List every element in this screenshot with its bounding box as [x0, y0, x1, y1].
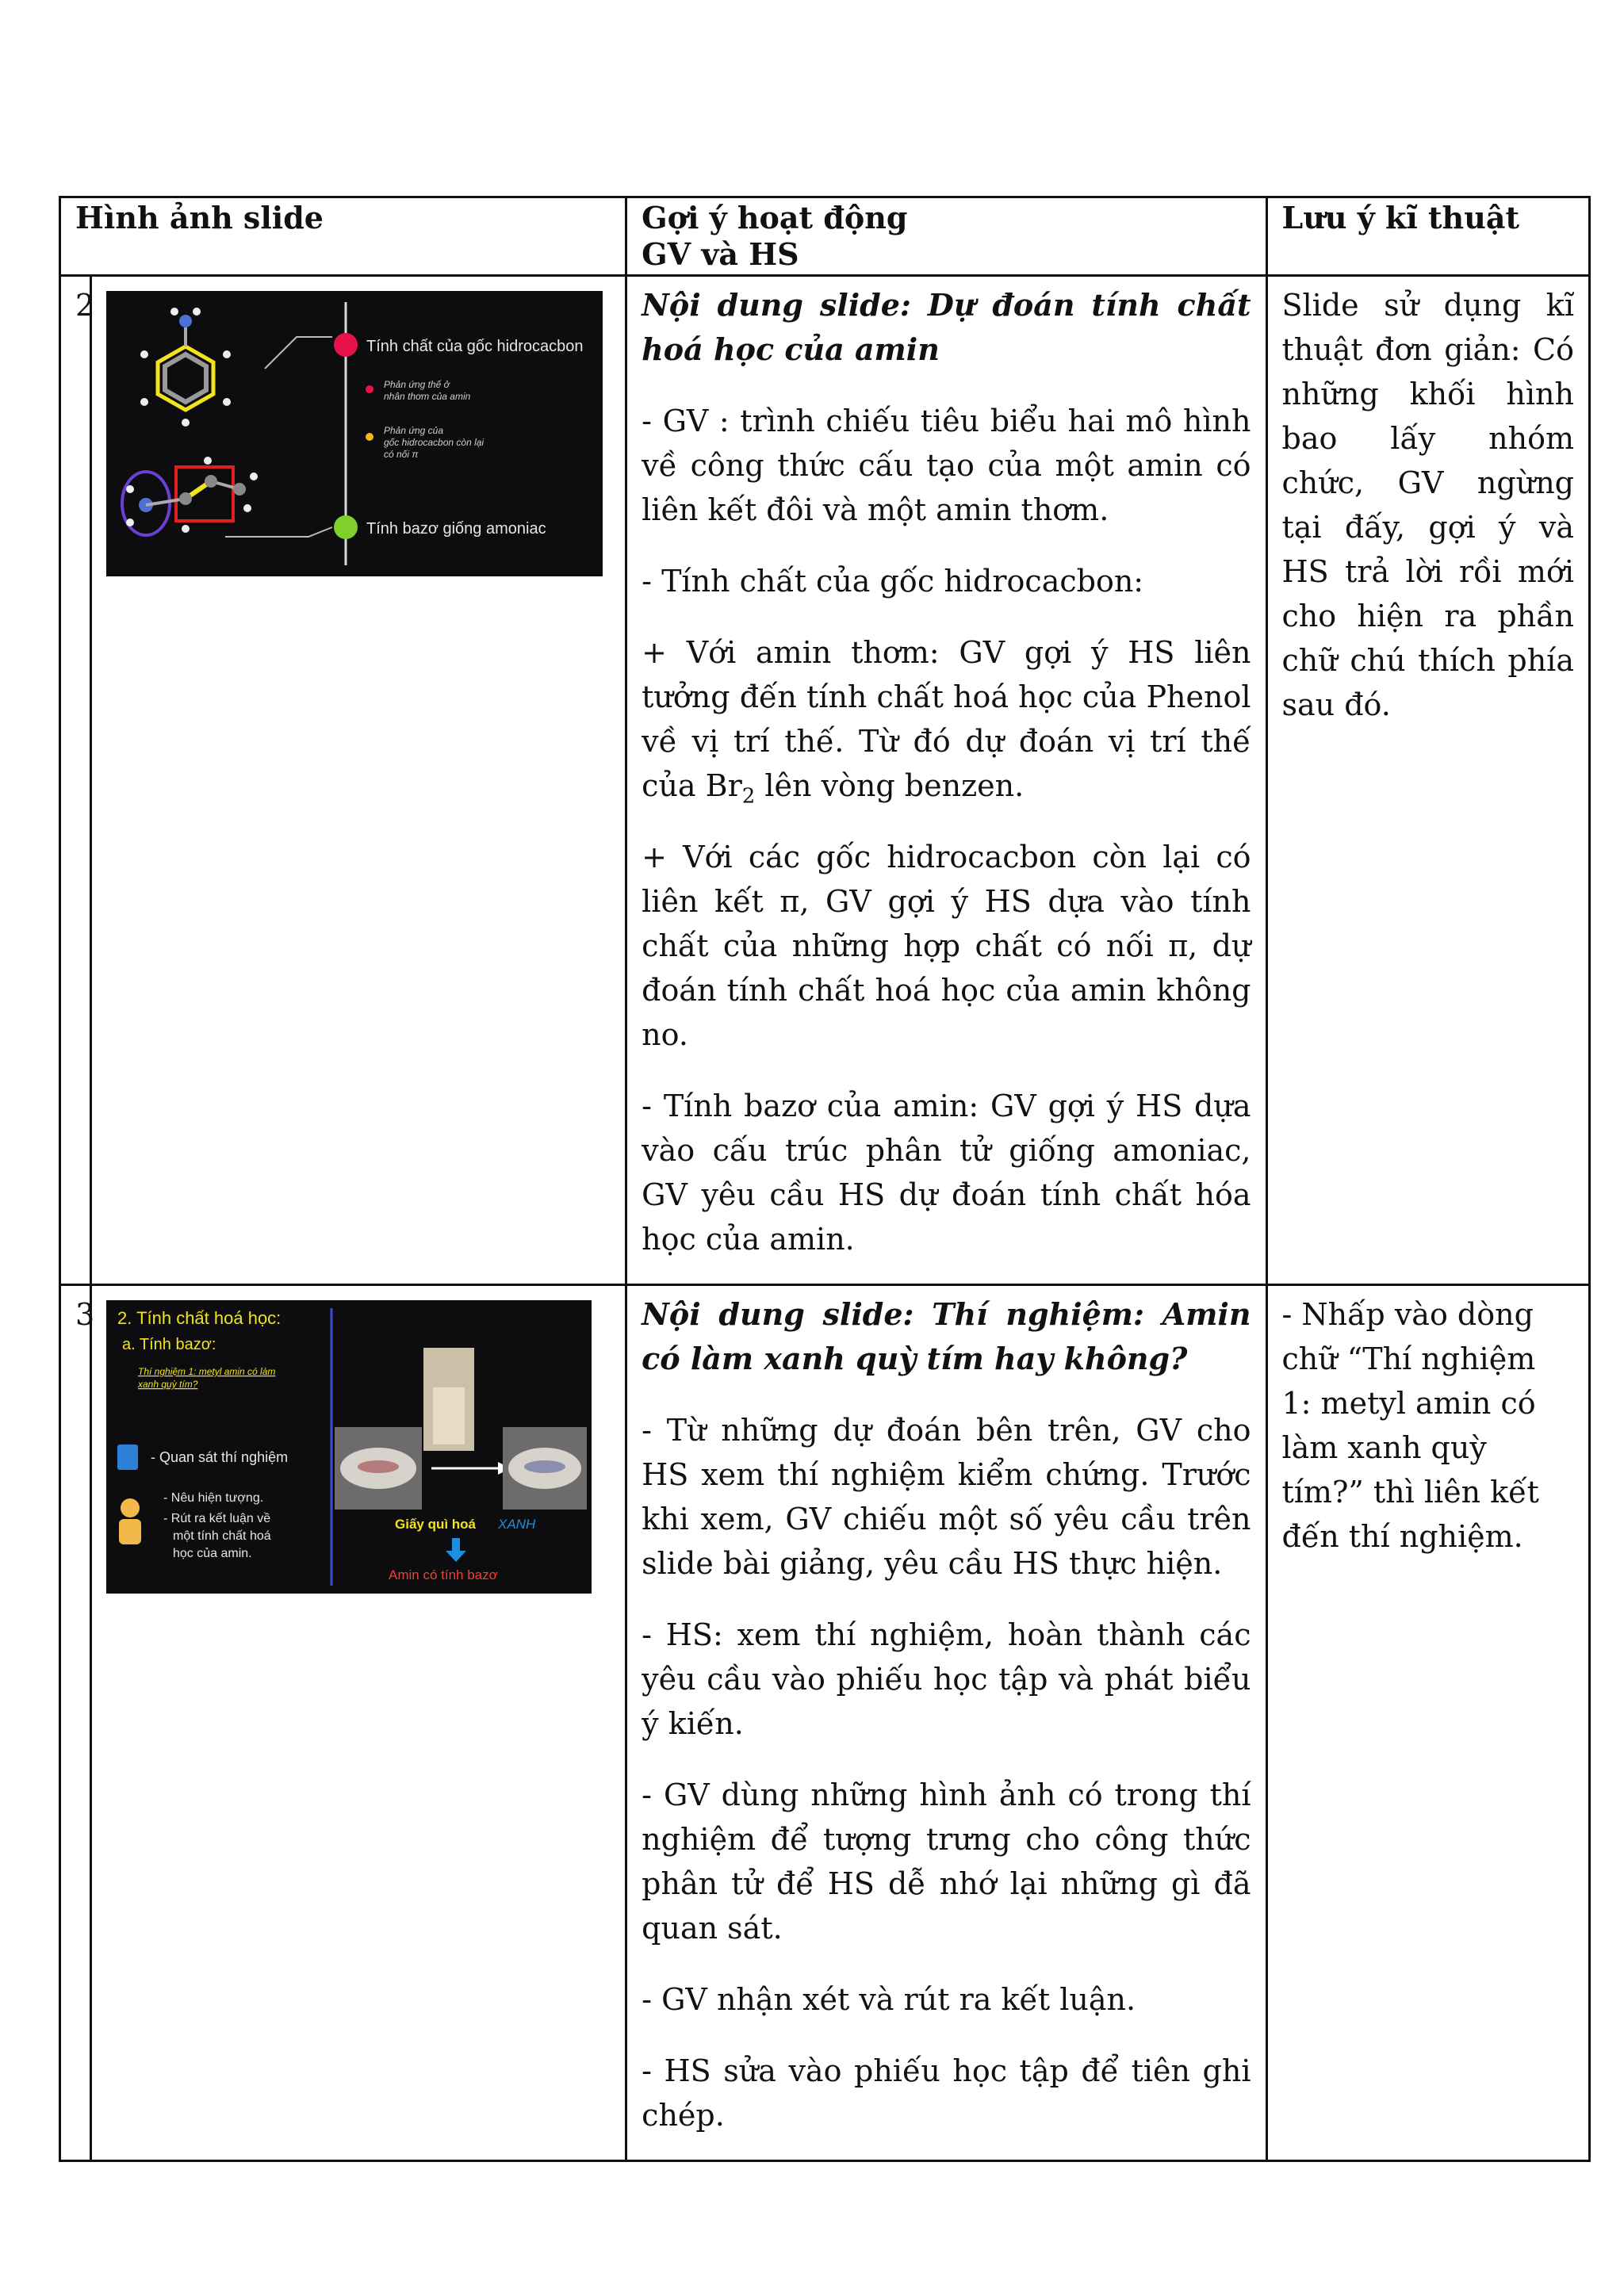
slide-observe: - Quan sát thí nghiệm: [151, 1449, 289, 1465]
activity-paragraph: - Tính chất của gốc hidrocacbon:: [642, 564, 1144, 599]
student-icon: [121, 1498, 140, 1517]
activity-paragraph: - Tính bazơ của amin: GV gợi ý HS dựa vào cấu trúc phân tử giống amoniac, GV yêu cầu HS dự đoán tính chất hóa học của amin.: [642, 1089, 1251, 1257]
hydrogen-atom: [243, 504, 251, 512]
student-icon-body: [119, 1519, 141, 1544]
hydrogen-atom: [223, 398, 231, 406]
slide-subheading: a. Tính bazơ:: [122, 1336, 216, 1353]
technique-note: Slide sử dụng kĩ thuật đơn giản: Có những khối hình bao lấy nhóm chức, GV ngừng tại đấy, gợi ý và HS trả lời rồi mới cho hiện ra phần chữ chú thích phía sau đó.: [1281, 288, 1574, 722]
litmus-paper-after: [524, 1460, 565, 1473]
timeline-marker-green: [334, 515, 358, 539]
slide-thumbnail: [106, 1300, 592, 1594]
hydrogen-atom: [193, 308, 201, 316]
paper-color: XANH: [498, 1517, 536, 1532]
activity-paragraph: - Từ những dự đoán bên trên, GV cho HS xem thí nghiệm kiểm chứng. Trước khi xem, GV chiếu một số yêu cầu trên slide bài giảng, yêu cầu HS thực hiện.: [642, 1413, 1251, 1581]
hydrogen-atom: [126, 485, 134, 493]
paper-label: Giấy quì hoá: [395, 1517, 477, 1532]
hydrogen-atom: [223, 350, 231, 358]
table-row: [60, 276, 1590, 1285]
test-tube-liquid: [433, 1387, 465, 1445]
activity-paragraph: + Với các gốc hidrocacbon còn lại có liên kết π, GV gợi ý HS dựa vào tính chất của những hợp chất có nối π, dự đoán tính chất hoá học của amin không no.: [642, 840, 1251, 1052]
hydrogen-atom: [126, 519, 134, 526]
litmus-paper-before: [358, 1460, 399, 1473]
header-activity-line1: Gợi ý hoạt động: [642, 200, 908, 235]
slide-bullet2-line2: một tính chất hoá: [173, 1529, 271, 1543]
activity-paragraph-bromine: [642, 630, 1251, 808]
header-activity-line2: GV và HS: [642, 236, 799, 272]
header-image: Hình ảnh slide: [60, 197, 626, 276]
timeline-marker-red: [334, 333, 358, 357]
header-row: [60, 197, 1590, 276]
slide-label-hydrocarbon: Tính chất của gốc hidrocacbon: [366, 338, 584, 355]
slide-image-cell: [91, 276, 626, 1285]
slide-bullet1: - Nêu hiện tượng.: [163, 1491, 264, 1505]
activity-cell: [626, 1285, 1266, 2161]
book-icon: [117, 1445, 138, 1470]
litmus-experiment-slide-graphic: [106, 1300, 592, 1594]
activity-paragraph: - GV dùng những hình ảnh có trong thí nghiệm để tượng trưng cho công thức phân tử để HS dễ nhớ lại những gì đã quan sát.: [642, 1777, 1251, 1946]
slide-sub1-line1: Phản ứng thế ở: [384, 379, 450, 390]
slide-content-title: Nội dung slide: Thí nghiệm: Amin có làm xanh quỳ tím hay không?: [642, 1296, 1251, 1376]
hydrogen-atom: [250, 473, 258, 480]
hydrogen-atom: [182, 419, 190, 427]
hydrogen-atom: [140, 350, 148, 358]
slide-sub1-line2: nhân thơm của amin: [384, 391, 471, 402]
hydrogen-atom: [182, 525, 190, 533]
hydrogen-atom: [140, 398, 148, 406]
technique-note-cell: [1266, 1285, 1590, 2161]
activity-paragraph: - GV : trình chiếu tiêu biểu hai mô hình về công thức cấu tạo của một amin có liên kết đôi và một amin thơm.: [642, 404, 1251, 527]
header-activity: [626, 197, 1266, 276]
slide-image-cell: [91, 1285, 626, 2161]
amine-model-slide-graphic: [106, 291, 603, 576]
slide-sub2-line3: có nối π: [384, 449, 419, 460]
sub-bullet-yellow: [366, 433, 373, 441]
nitrogen-atom: [179, 315, 192, 327]
slide-thumbnail: [106, 291, 603, 576]
para-text: lên vòng benzen.: [755, 768, 1025, 803]
activity-cell: [626, 276, 1266, 1285]
slide-sub2-line2: gốc hidrocacbon còn lại: [384, 437, 485, 448]
slide-bullet2-line3: học của amin.: [173, 1547, 252, 1560]
para-text: + Với amin thơm: GV gợi ý HS liên tưởng đến tính chất hoá học của Phenol về vị trí thế. Từ đó dự đoán vị trí thế của Br: [642, 635, 1251, 803]
carbon-atom: [179, 492, 192, 505]
technique-note: - Nhấp vào dòng chữ “Thí nghiệm 1: metyl amin có làm xanh quỳ tím?” thì liên kết đến thí nghiệm.: [1281, 1297, 1539, 1554]
slide-label-basicity: Tính bazơ giống amoniac: [366, 520, 546, 538]
carbon-atom: [233, 483, 246, 496]
slide-content-title: Nội dung slide: Dự đoán tính chất hoá học của amin: [642, 287, 1251, 367]
subscript: 2: [741, 784, 756, 809]
down-arrow-shaft: [452, 1538, 460, 1551]
carbon-atom: [205, 475, 217, 488]
lesson-plan-table: [59, 196, 1591, 2162]
activity-paragraph: - GV nhận xét và rút ra kết luận.: [642, 1982, 1136, 2017]
header-note: Lưu ý kĩ thuật: [1266, 197, 1590, 276]
hydrogen-atom: [170, 308, 178, 316]
activity-paragraph: - HS: xem thí nghiệm, hoàn thành các yêu cầu vào phiếu học tập và phát biểu ý kiến.: [642, 1617, 1251, 1741]
activity-paragraph: - HS sửa vào phiếu học tập để tiên ghi chép.: [642, 2053, 1251, 2133]
hydrogen-atom: [204, 457, 212, 465]
slide-conclusion: Amin có tính bazơ: [389, 1567, 498, 1582]
technique-note-cell: [1266, 276, 1590, 1285]
table-row: [60, 1285, 1590, 2161]
slide-sub2-line1: Phản ứng của: [384, 425, 443, 436]
experiment-link-line2[interactable]: xanh quỳ tím?: [138, 1379, 198, 1390]
row-number: 2: [60, 276, 91, 1285]
slide-heading: 2. Tính chất hoá học:: [117, 1308, 282, 1328]
experiment-link-line1[interactable]: Thí nghiệm 1: metyl amin có làm: [138, 1366, 276, 1377]
sub-bullet-magenta: [366, 385, 373, 393]
slide-bullet2-line1: - Rút ra kết luận về: [163, 1512, 271, 1525]
row-number: 3: [60, 1285, 91, 2161]
